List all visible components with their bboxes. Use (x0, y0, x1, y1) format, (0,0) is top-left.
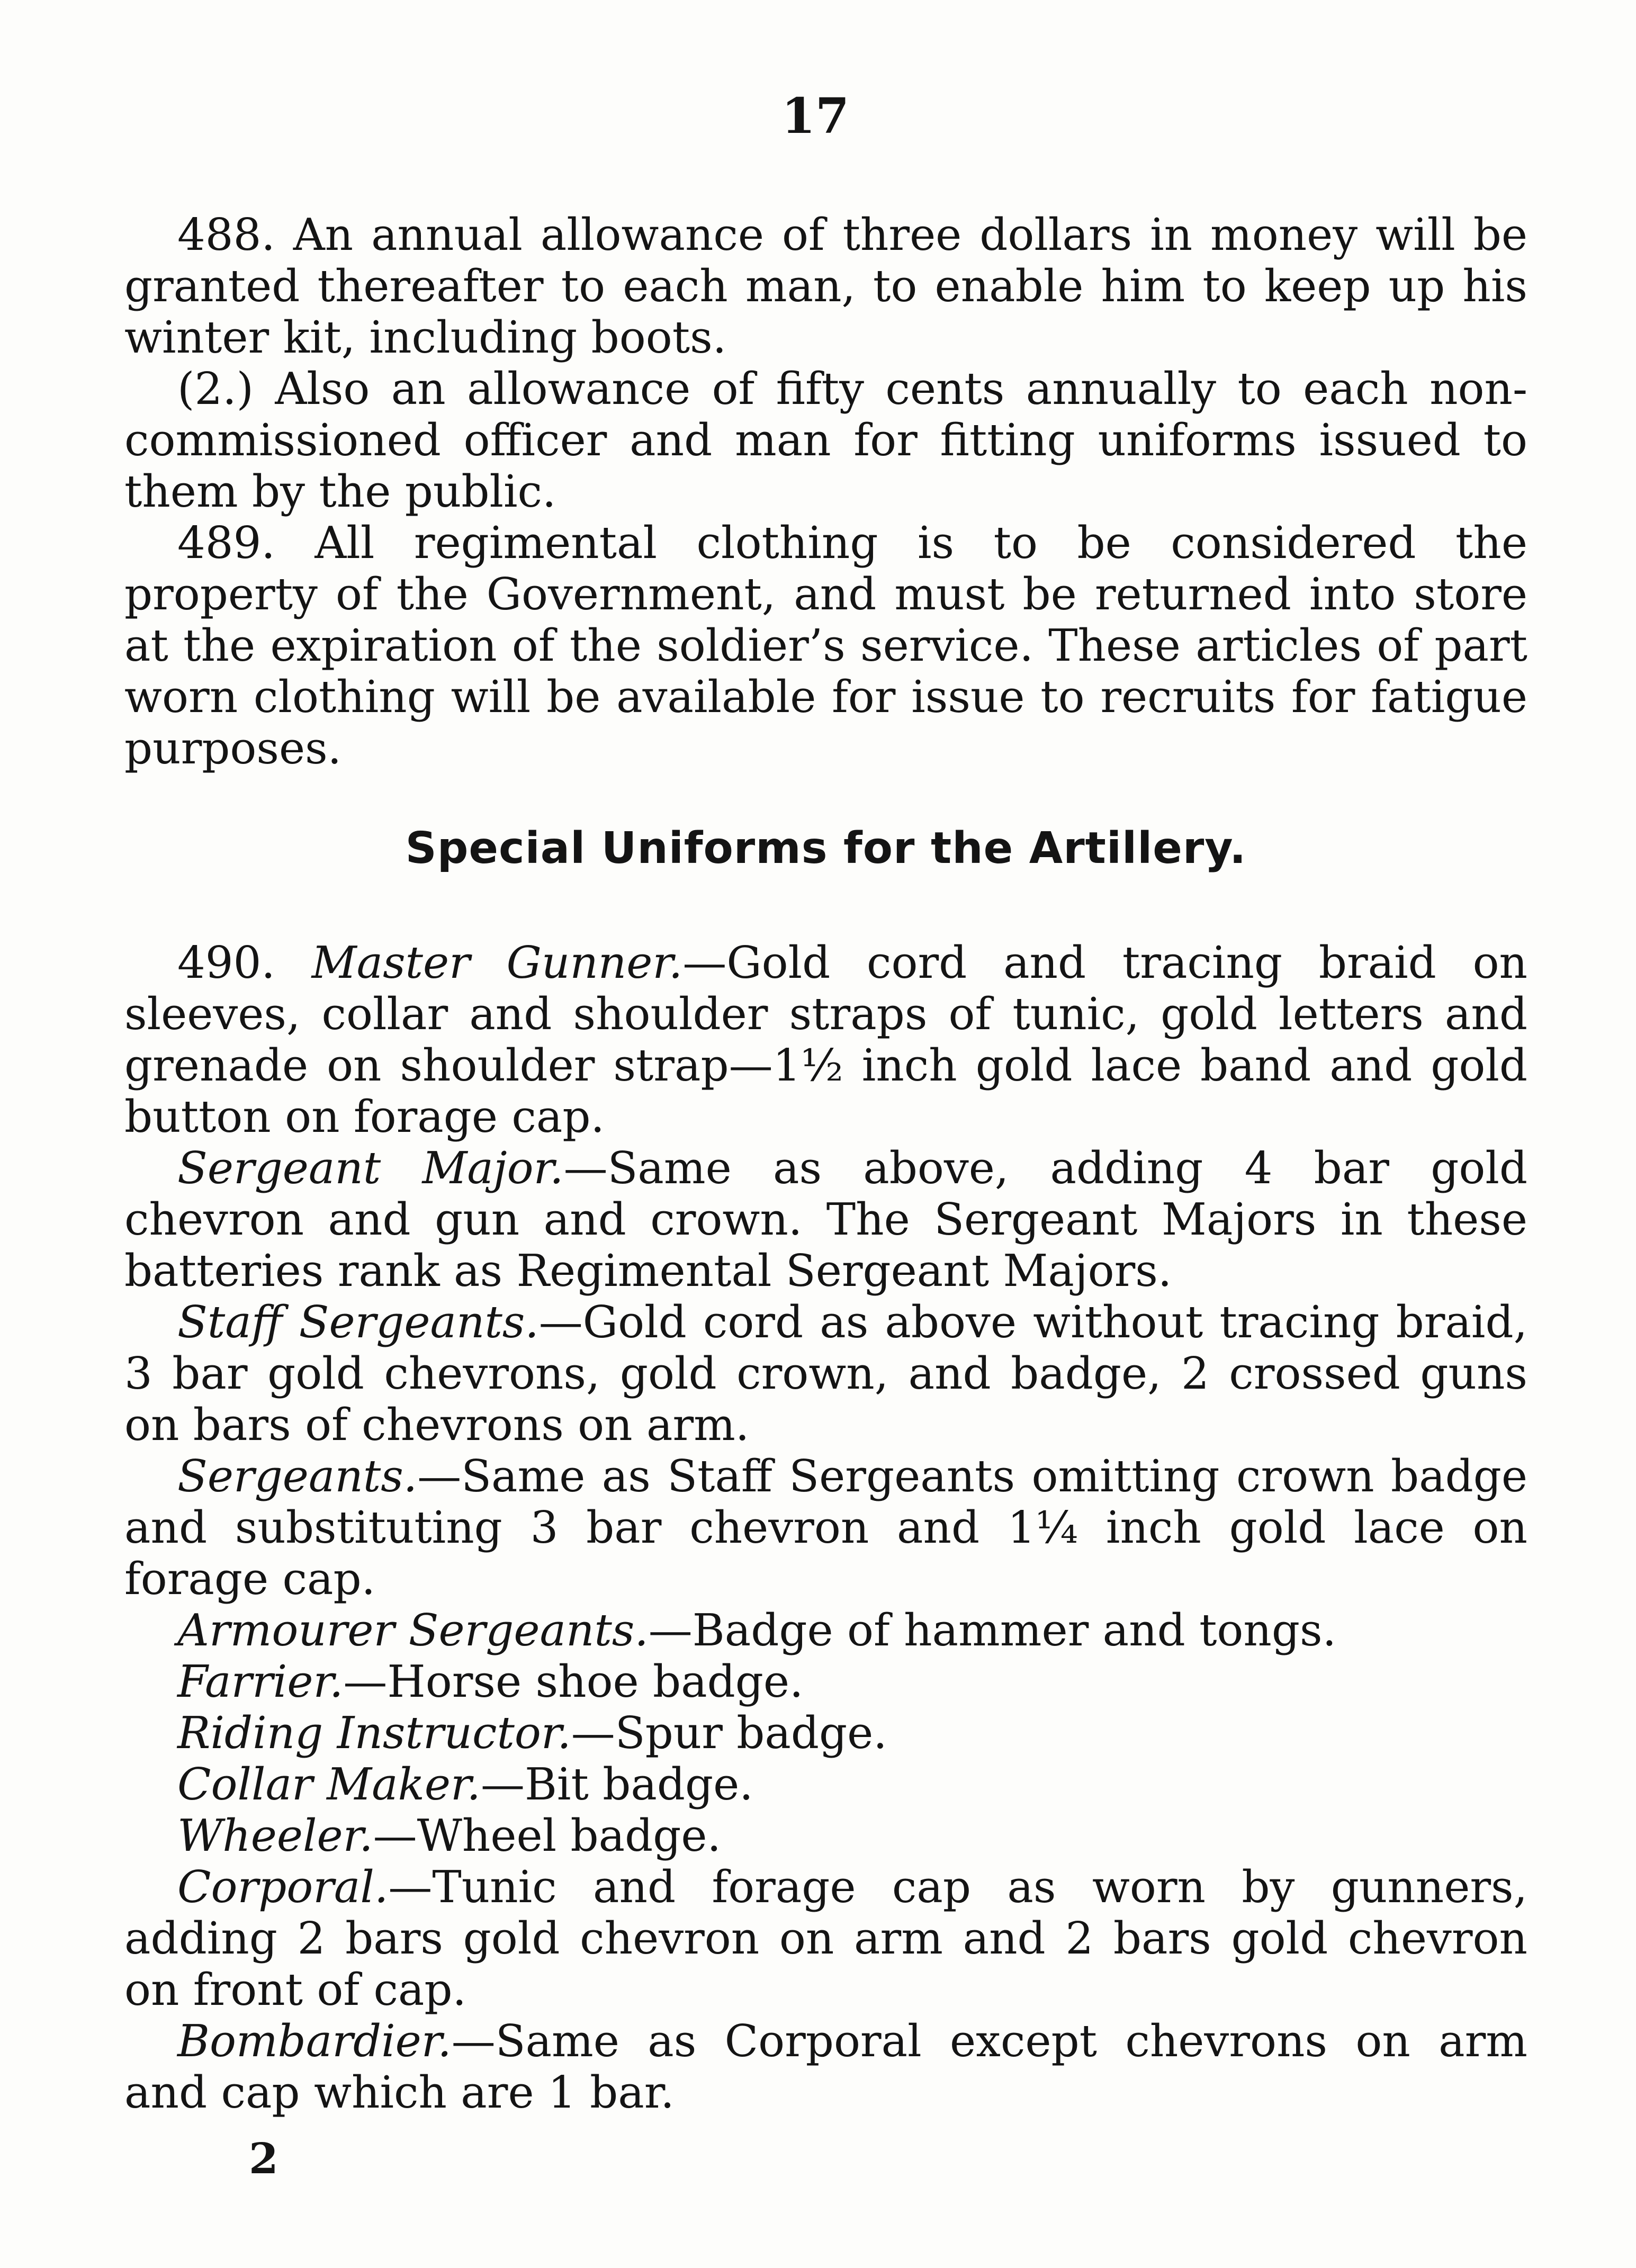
uniform-entries (124, 937, 1527, 2118)
entry-bombardier: Bombardier.—Same as Corporal except chevrons on arm and cap which are 1 bar. (124, 2015, 1527, 2118)
entry-title: Collar Maker. (177, 1759, 481, 1810)
entry-sergeants: Sergeants.—Same as Staff Sergeants omitting crown badge and substituting 3 bar chevron and 1¼ inch gold lace on forage cap. (124, 1451, 1527, 1605)
signature-mark: 2 (249, 2134, 278, 2183)
entry-title: Master Gunner. (311, 937, 683, 988)
entry-title: Armourer Sergeants. (177, 1605, 649, 1656)
entry-wheeler: Wheeler.—Wheel badge. (177, 1810, 721, 1861)
paragraph-489: 489. All regimental clothing is to be considered the property of the Government, and must be returned into store at the expiration of the soldier’s service. These articles of part worn clothing will be available for issue to recruits for fatigue purposes. (124, 517, 1527, 774)
entry-title: Corporal. (177, 1861, 389, 1913)
entry-sergeant-major: Sergeant Major.—Same as above, adding 4 bar gold chevron and gun and crown. The Sergeant Majors in these batteries rank as Regimental Sergeant Majors. (124, 1142, 1527, 1297)
entry-master-gunner: 490. Master Gunner.—Gold cord and tracing braid on sleeves, collar and shoulder straps of tunic, gold letters and grenade on shoulder strap—1½ inch gold lace band and gold button on forage cap. (124, 937, 1527, 1142)
entry-title: Farrier. (177, 1656, 344, 1707)
entry-armourer-sergeants: Armourer Sergeants.—Badge of hammer and tongs. (177, 1605, 1336, 1656)
regulation-text (124, 209, 1527, 774)
section-heading: Special Uniforms for the Artillery. (405, 823, 1247, 874)
entry-riding-instructor: Riding Instructor.—Spur badge. (177, 1707, 887, 1759)
entry-title: Riding Instructor. (177, 1707, 571, 1759)
entry-farrier: Farrier.—Horse shoe badge. (177, 1656, 804, 1707)
entry-title: Sergeant Major. (177, 1142, 564, 1194)
paragraph-488-2: (2.) Also an allowance of fifty cents annually to each non-commissioned officer and man for fitting uniforms issued to them by the public. (124, 363, 1527, 517)
entry-collar-maker: Collar Maker.—Bit badge. (177, 1759, 753, 1810)
page-number: 17 (781, 87, 850, 145)
entry-title: Staff Sergeants. (177, 1297, 539, 1348)
entry-title: Bombardier. (177, 2015, 452, 2067)
paragraph-488: 488. An annual allowance of three dollars in money will be granted thereafter to each man, to enable him to keep up his winter kit, including boots. (124, 209, 1527, 363)
entry-staff-sergeants: Staff Sergeants.—Gold cord as above without tracing braid, 3 bar gold chevrons, gold crown, and badge, 2 crossed guns on bars of chevrons on arm. (124, 1297, 1527, 1451)
entry-title: Sergeants. (177, 1451, 418, 1502)
entry-corporal: Corporal.—Tunic and forage cap as worn by gunners, adding 2 bars gold chevron on arm and 2 bars gold chevron on front of cap. (124, 1861, 1527, 2015)
entry-title: Wheeler. (177, 1810, 373, 1861)
